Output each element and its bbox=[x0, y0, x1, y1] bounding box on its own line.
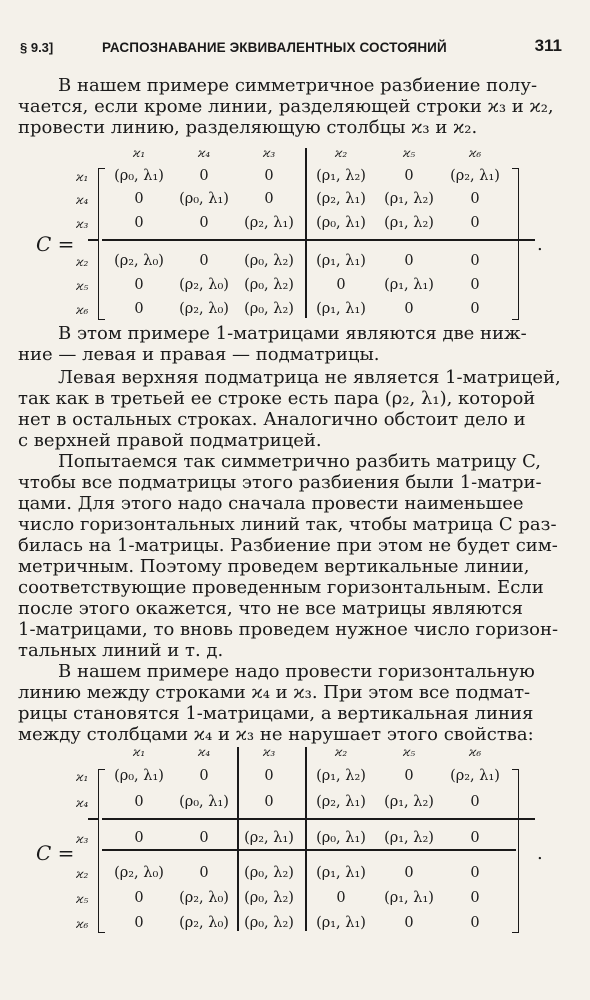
matrix-cell: 0 bbox=[404, 168, 414, 184]
matrix-c-first bbox=[0, 146, 590, 326]
matrix-cell: 0 bbox=[404, 768, 414, 784]
matrix-cell: 0 bbox=[199, 768, 209, 784]
matrix-cell: 0 bbox=[470, 830, 480, 846]
trailing-period: . bbox=[537, 234, 543, 255]
matrix-cell: (ρ₀, λ₂) bbox=[244, 915, 294, 931]
text-line: рицы становятся 1-матрицами, а вертикальная линия bbox=[18, 703, 534, 724]
matrix-cell: 0 bbox=[470, 890, 480, 906]
matrix-cell: (ρ₂, λ₁) bbox=[244, 215, 294, 231]
label-dash-left bbox=[88, 818, 98, 820]
matrix-c-second bbox=[0, 745, 590, 937]
left-bracket bbox=[98, 769, 105, 933]
text-line: соответствующие проведенным горизонтальным. Если bbox=[18, 577, 544, 598]
matrix-cell: (ρ₁, λ₁) bbox=[316, 915, 366, 931]
matrix-cell: (ρ₀, λ₂) bbox=[244, 890, 294, 906]
matrix-cell: 0 bbox=[199, 253, 209, 269]
matrix-cell: (ρ₀, λ₂) bbox=[244, 865, 294, 881]
matrix-cell: 0 bbox=[264, 794, 274, 810]
column-header: ϰ₄ bbox=[197, 745, 211, 759]
matrix-cell: (ρ₂, λ₁) bbox=[450, 168, 500, 184]
row-label: ϰ₁ bbox=[76, 170, 89, 184]
matrix-cell: 0 bbox=[199, 168, 209, 184]
horizontal-partition-line bbox=[102, 239, 516, 241]
matrix-cell: (ρ₀, λ₁) bbox=[179, 191, 229, 207]
matrix-cell: 0 bbox=[404, 915, 414, 931]
matrix-label: C = bbox=[36, 841, 75, 865]
paragraph-upper-left bbox=[18, 367, 564, 451]
horizontal-partition-line bbox=[102, 849, 516, 851]
matrix-cell: (ρ₀, λ₂) bbox=[244, 301, 294, 317]
text-line: чтобы все подматрицы этого разбиения были 1-матри- bbox=[18, 472, 542, 493]
text-line: Попытаемся так симметрично разбить матрицу C, bbox=[58, 451, 542, 472]
text-line: нет в остальных строках. Аналогично обстоит дело и bbox=[18, 409, 526, 430]
trailing-period: . bbox=[537, 843, 543, 864]
page-number: 311 bbox=[534, 36, 562, 55]
matrix-cell: (ρ₂, λ₀) bbox=[114, 253, 164, 269]
matrix-cell: 0 bbox=[470, 253, 480, 269]
matrix-cell: (ρ₂, λ₀) bbox=[179, 915, 229, 931]
matrix-cell: (ρ₀, λ₁) bbox=[316, 215, 366, 231]
row-label: ϰ₂ bbox=[76, 867, 89, 881]
matrix-cell: (ρ₂, λ₁) bbox=[244, 830, 294, 846]
matrix-cell: (ρ₂, λ₀) bbox=[179, 301, 229, 317]
label-dash-left bbox=[88, 239, 98, 241]
matrix-cell: 0 bbox=[336, 277, 346, 293]
matrix-cell: (ρ₁, λ₂) bbox=[384, 830, 434, 846]
matrix-cell: (ρ₂, λ₁) bbox=[316, 794, 366, 810]
matrix-cell: 0 bbox=[264, 768, 274, 784]
running-header bbox=[20, 36, 562, 58]
matrix-cell: (ρ₀, λ₂) bbox=[244, 277, 294, 293]
matrix-cell: 0 bbox=[470, 277, 480, 293]
matrix-cell: 0 bbox=[404, 865, 414, 881]
row-label: ϰ₆ bbox=[76, 917, 89, 931]
section-number: § 9.3] bbox=[20, 40, 54, 55]
matrix-cell: 0 bbox=[134, 215, 144, 231]
matrix-cell: 0 bbox=[404, 253, 414, 269]
matrix-cell: 0 bbox=[134, 191, 144, 207]
matrix-cell: (ρ₂, λ₀) bbox=[179, 277, 229, 293]
matrix-cell: (ρ₁, λ₂) bbox=[384, 215, 434, 231]
matrix-cell: 0 bbox=[470, 191, 480, 207]
matrix-cell: 0 bbox=[470, 865, 480, 881]
label-dash-right bbox=[516, 818, 535, 820]
text-line: чается, если кроме линии, разделяющей строки ϰ₃ и ϰ₂, bbox=[18, 96, 554, 117]
paragraph-example bbox=[18, 661, 564, 745]
text-line: с верхней правой подматрицей. bbox=[18, 430, 322, 451]
row-label: ϰ₄ bbox=[76, 193, 89, 207]
column-header: ϰ₆ bbox=[468, 146, 482, 160]
matrix-cell: (ρ₁, λ₂) bbox=[316, 768, 366, 784]
row-label: ϰ₃ bbox=[76, 217, 89, 231]
matrix-cell: (ρ₀, λ₁) bbox=[114, 168, 164, 184]
running-title: РАСПОЗНАВАНИЕ ЭКВИВАЛЕНТНЫХ СОСТОЯНИЙ bbox=[102, 40, 447, 55]
text-line: после этого окажется, что не все матрицы являются bbox=[18, 598, 524, 619]
right-bracket bbox=[512, 168, 519, 320]
row-label: ϰ₄ bbox=[76, 796, 89, 810]
matrix-cell: 0 bbox=[199, 830, 209, 846]
text-line: так как в третьей ее строке есть пара (ρ₂, λ₁), которой bbox=[18, 388, 536, 409]
matrix-cell: (ρ₀, λ₁) bbox=[316, 830, 366, 846]
row-label: ϰ₂ bbox=[76, 255, 89, 269]
column-header: ϰ₂ bbox=[334, 146, 348, 160]
matrix-cell: 0 bbox=[134, 794, 144, 810]
matrix-cell: 0 bbox=[404, 301, 414, 317]
matrix-cell: (ρ₁, λ₂) bbox=[384, 794, 434, 810]
column-header: ϰ₂ bbox=[334, 745, 348, 759]
text-line: 1-матрицами, то вновь проведем нужное число горизон- bbox=[18, 619, 559, 640]
matrix-cell: 0 bbox=[470, 215, 480, 231]
matrix-cell: (ρ₁, λ₁) bbox=[316, 301, 366, 317]
matrix-cell: 0 bbox=[264, 168, 274, 184]
matrix-cell: 0 bbox=[264, 191, 274, 207]
matrix-cell: (ρ₀, λ₂) bbox=[244, 253, 294, 269]
column-header: ϰ₄ bbox=[197, 146, 211, 160]
column-header: ϰ₁ bbox=[132, 745, 146, 759]
matrix-cell: (ρ₁, λ₁) bbox=[316, 253, 366, 269]
vertical-partition-line bbox=[305, 747, 307, 931]
matrix-cell: (ρ₂, λ₁) bbox=[316, 191, 366, 207]
paragraph-symmetric-partition bbox=[18, 75, 564, 138]
text-line: ние — левая и правая — подматрицы. bbox=[18, 344, 380, 365]
text-line: цами. Для этого надо сначала провести наименьшее bbox=[18, 493, 524, 514]
matrix-cell: 0 bbox=[134, 277, 144, 293]
row-label: ϰ₅ bbox=[76, 279, 89, 293]
matrix-cell: 0 bbox=[470, 301, 480, 317]
column-header: ϰ₃ bbox=[262, 146, 276, 160]
row-label: ϰ₆ bbox=[76, 303, 89, 317]
column-header: ϰ₆ bbox=[468, 745, 482, 759]
matrix-cell: (ρ₁, λ₂) bbox=[384, 191, 434, 207]
text-line: провести линию, разделяющую столбцы ϰ₃ и ϰ₂. bbox=[18, 117, 478, 138]
vertical-partition-line bbox=[305, 148, 307, 318]
row-label: ϰ₁ bbox=[76, 770, 89, 784]
matrix-cell: 0 bbox=[134, 890, 144, 906]
matrix-cell: (ρ₂, λ₀) bbox=[114, 865, 164, 881]
paragraph-one-matrices bbox=[18, 323, 564, 365]
matrix-cell: 0 bbox=[134, 915, 144, 931]
matrix-cell: 0 bbox=[470, 794, 480, 810]
matrix-cell: (ρ₀, λ₁) bbox=[179, 794, 229, 810]
text-line: метричным. Поэтому проведем вертикальные линии, bbox=[18, 556, 530, 577]
right-bracket bbox=[512, 769, 519, 933]
column-header: ϰ₁ bbox=[132, 146, 146, 160]
text-line: Левая верхняя подматрица не является 1-матрицей, bbox=[58, 367, 561, 388]
row-label: ϰ₃ bbox=[76, 832, 89, 846]
text-line: число горизонтальных линий так, чтобы матрица C раз- bbox=[18, 514, 557, 535]
matrix-cell: 0 bbox=[134, 830, 144, 846]
column-header: ϰ₅ bbox=[402, 146, 416, 160]
text-line: В нашем примере симметричное разбиение полу- bbox=[58, 75, 538, 96]
matrix-cell: 0 bbox=[134, 301, 144, 317]
matrix-label: C = bbox=[36, 232, 75, 256]
text-line: билась на 1-матрицы. Разбиение при этом не будет сим- bbox=[18, 535, 558, 556]
matrix-cell: 0 bbox=[470, 915, 480, 931]
matrix-cell: (ρ₂, λ₁) bbox=[450, 768, 500, 784]
column-header: ϰ₅ bbox=[402, 745, 416, 759]
label-dash-right bbox=[516, 239, 535, 241]
matrix-cell: (ρ₁, λ₁) bbox=[384, 277, 434, 293]
matrix-cell: (ρ₁, λ₁) bbox=[316, 865, 366, 881]
left-bracket bbox=[98, 168, 105, 320]
text-line: В этом примере 1-матрицами являются две ниж- bbox=[58, 323, 527, 344]
text-line: между столбцами ϰ₄ и ϰ₃ не нарушает этого свойства: bbox=[18, 724, 534, 745]
matrix-cell: (ρ₀, λ₁) bbox=[114, 768, 164, 784]
text-line: В нашем примере надо провести горизонтальную bbox=[58, 661, 535, 682]
matrix-cell: 0 bbox=[336, 890, 346, 906]
matrix-cell: (ρ₂, λ₀) bbox=[179, 890, 229, 906]
text-line: линию между строками ϰ₄ и ϰ₃. При этом все подмат- bbox=[18, 682, 531, 703]
column-header: ϰ₃ bbox=[262, 745, 276, 759]
horizontal-partition-line bbox=[102, 818, 516, 820]
matrix-cell: (ρ₁, λ₁) bbox=[384, 890, 434, 906]
text-line: тальных линий и т. д. bbox=[18, 640, 224, 661]
matrix-cell: 0 bbox=[199, 215, 209, 231]
vertical-partition-line bbox=[237, 747, 239, 931]
paragraph-algorithm bbox=[18, 451, 564, 661]
matrix-cell: (ρ₁, λ₂) bbox=[316, 168, 366, 184]
row-label: ϰ₅ bbox=[76, 892, 89, 906]
matrix-cell: 0 bbox=[199, 865, 209, 881]
